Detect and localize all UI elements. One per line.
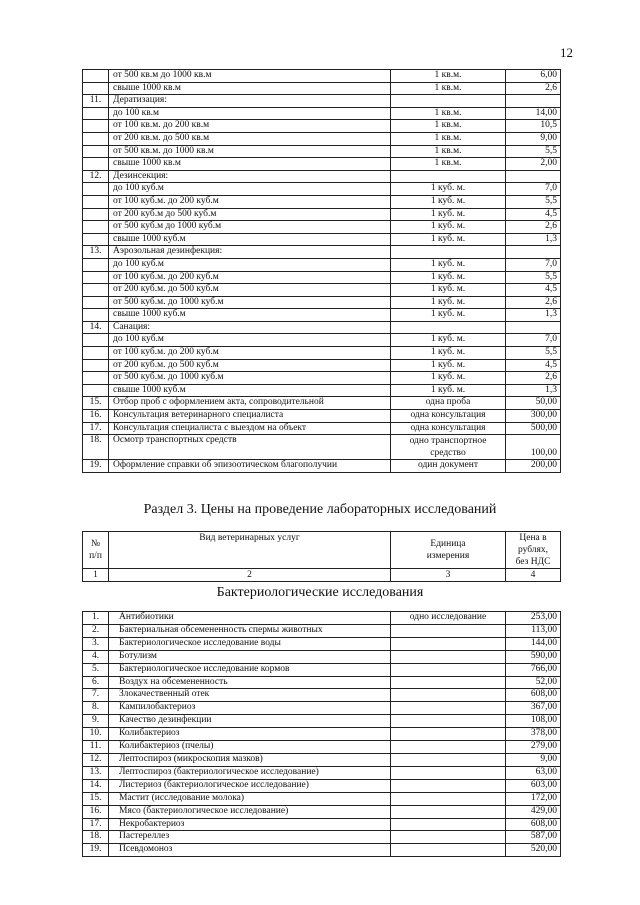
- price-value: 279,00: [506, 741, 561, 754]
- unit-of-measure: [391, 170, 506, 183]
- price-value: 4,5: [506, 284, 561, 297]
- table-row: [83, 637, 561, 650]
- unit-of-measure: 1 кв.м.: [391, 82, 506, 95]
- row-number: [83, 70, 109, 83]
- row-number: 18.: [83, 435, 109, 460]
- unit-of-measure: 1 куб. м.: [391, 221, 506, 234]
- unit-of-measure: 1 куб. м.: [391, 284, 506, 297]
- service-name: Колибактериоз: [109, 728, 391, 741]
- unit-of-measure: 1 куб. м.: [391, 309, 506, 322]
- table-row: [83, 753, 561, 766]
- service-name: от 500 куб.м. до 1000 куб.м: [109, 372, 391, 385]
- header-row: [83, 532, 561, 569]
- table-row: [83, 170, 561, 183]
- table-row: [83, 689, 561, 702]
- service-name: до 100 куб.м: [109, 258, 391, 271]
- row-number: [83, 296, 109, 309]
- table-row: [83, 309, 561, 322]
- service-name: от 200 куб.м до 500 куб.м: [109, 208, 391, 221]
- price-value: [506, 95, 561, 108]
- unit-of-measure: [391, 805, 506, 818]
- unit-of-measure: одна консультация: [391, 422, 506, 435]
- row-number: [83, 158, 109, 171]
- row-number: 12.: [83, 170, 109, 183]
- price-value: [506, 321, 561, 334]
- price-value: 172,00: [506, 792, 561, 805]
- row-number: [83, 284, 109, 297]
- price-value: [506, 246, 561, 259]
- price-value: 7,0: [506, 183, 561, 196]
- service-name: Консультация ветеринарного специалиста: [109, 410, 391, 423]
- service-name: Бактериальная обсемененность спермы животных: [109, 624, 391, 637]
- table-row: [83, 702, 561, 715]
- unit-of-measure: [391, 818, 506, 831]
- table-row: [83, 612, 561, 625]
- service-name: от 200 куб.м. до 500 куб.м: [109, 359, 391, 372]
- unit-of-measure: [391, 676, 506, 689]
- row-number: 11.: [83, 741, 109, 754]
- page-number: 12: [560, 45, 573, 60]
- price-value: 14,00: [506, 107, 561, 120]
- service-name: Дератизация:: [109, 95, 391, 108]
- bacteriology-title: Бактериологические исследования: [216, 585, 424, 600]
- service-name: свыше 1000 кв.м: [109, 158, 391, 171]
- unit-of-measure: [391, 663, 506, 676]
- service-name: от 100 кв.м. до 200 кв.м: [109, 120, 391, 133]
- unit-of-measure: одно исследование: [391, 612, 506, 625]
- unit-of-measure: 1 кв.м.: [391, 158, 506, 171]
- service-name: Колибактериоз (пчелы): [109, 741, 391, 754]
- price-value: 587,00: [506, 831, 561, 844]
- service-name: свыше 1000 куб.м: [109, 384, 391, 397]
- row-number: [83, 132, 109, 145]
- service-name: Листериоз (бактериологическое исследование): [109, 779, 391, 792]
- header-num: № п/п: [83, 532, 109, 569]
- unit-of-measure: 1 кв.м.: [391, 120, 506, 133]
- table-row: [83, 120, 561, 133]
- unit-of-measure: [391, 637, 506, 650]
- service-name: от 500 куб.м до 1000 куб.м: [109, 221, 391, 234]
- price-value: 108,00: [506, 715, 561, 728]
- unit-of-measure: [391, 728, 506, 741]
- price-value: 4,5: [506, 359, 561, 372]
- row-number: [83, 208, 109, 221]
- service-name: Антибиотики: [109, 612, 391, 625]
- price-value: 7,0: [506, 334, 561, 347]
- table-row: [83, 246, 561, 259]
- service-name: Некробактериоз: [109, 818, 391, 831]
- price-value: 63,00: [506, 766, 561, 779]
- price-value: 5,5: [506, 195, 561, 208]
- unit-of-measure: [391, 741, 506, 754]
- price-value: 5,5: [506, 271, 561, 284]
- row-number: [83, 221, 109, 234]
- service-name: Оформление справки об эпизоотическом благополучии: [109, 460, 391, 473]
- table-row: [83, 271, 561, 284]
- price-value: 1,3: [506, 309, 561, 322]
- unit-of-measure: [391, 844, 506, 857]
- row-number: 13.: [83, 246, 109, 259]
- table-row: [83, 422, 561, 435]
- price-value: 7,0: [506, 258, 561, 271]
- table-row: [83, 818, 561, 831]
- service-name: свыше 1000 куб.м: [109, 233, 391, 246]
- price-value: 300,00: [506, 410, 561, 423]
- unit-of-measure: 1 куб. м.: [391, 183, 506, 196]
- price-value: 100,00: [506, 435, 561, 460]
- table-row: [83, 460, 561, 473]
- service-name: от 200 кв.м. до 500 кв.м: [109, 132, 391, 145]
- header-price: Цена в рублях, без НДС: [506, 532, 561, 569]
- price-value: 144,00: [506, 637, 561, 650]
- table-row: [83, 347, 561, 360]
- section-3-header-table: [82, 531, 561, 582]
- row-number: [83, 359, 109, 372]
- row-number: [83, 347, 109, 360]
- unit-of-measure: [391, 831, 506, 844]
- row-number: 1.: [83, 612, 109, 625]
- unit-of-measure: 1 кв.м.: [391, 132, 506, 145]
- table-row: [83, 284, 561, 297]
- bacteriology-table: [82, 611, 561, 857]
- row-number: 12.: [83, 753, 109, 766]
- price-value: 1,3: [506, 233, 561, 246]
- row-number: 7.: [83, 689, 109, 702]
- service-name: от 500 кв.м. до 1000 кв.м: [109, 145, 391, 158]
- row-number: [83, 258, 109, 271]
- unit-of-measure: [391, 766, 506, 779]
- price-value: 367,00: [506, 702, 561, 715]
- unit-of-measure: [391, 624, 506, 637]
- table-row: [83, 195, 561, 208]
- row-number: [83, 271, 109, 284]
- table-row: [83, 676, 561, 689]
- price-value: 9,00: [506, 132, 561, 145]
- unit-of-measure: [391, 702, 506, 715]
- row-number: [83, 384, 109, 397]
- price-value: 200,00: [506, 460, 561, 473]
- price-value: 520,00: [506, 844, 561, 857]
- price-value: 52,00: [506, 676, 561, 689]
- col-number: 4: [506, 569, 561, 582]
- unit-of-measure: 1 куб. м.: [391, 271, 506, 284]
- service-name: Санация:: [109, 321, 391, 334]
- price-value: [506, 170, 561, 183]
- service-name: Злокачественный отек: [109, 689, 391, 702]
- unit-of-measure: 1 куб. м.: [391, 195, 506, 208]
- table-row: [83, 296, 561, 309]
- price-value: 603,00: [506, 779, 561, 792]
- row-number: [83, 233, 109, 246]
- table-row: [83, 805, 561, 818]
- table-row: [83, 321, 561, 334]
- col-number: 2: [109, 569, 391, 582]
- unit-of-measure: [391, 321, 506, 334]
- service-name: до 100 куб.м: [109, 183, 391, 196]
- price-value: 2,6: [506, 372, 561, 385]
- table-row: [83, 715, 561, 728]
- price-value: 2,00: [506, 158, 561, 171]
- service-name: свыше 1000 куб.м: [109, 309, 391, 322]
- service-name: Бактериологическое исследование воды: [109, 637, 391, 650]
- unit-of-measure: 1 кв.м.: [391, 145, 506, 158]
- unit-of-measure: [391, 715, 506, 728]
- price-value: 253,00: [506, 612, 561, 625]
- service-name: Мастит (исследование молока): [109, 792, 391, 805]
- unit-of-measure: 1 куб. м.: [391, 258, 506, 271]
- row-number: 2.: [83, 624, 109, 637]
- unit-of-measure: [391, 95, 506, 108]
- price-value: 590,00: [506, 650, 561, 663]
- service-name: от 500 куб.м. до 1000 куб.м: [109, 296, 391, 309]
- price-value: 2,6: [506, 82, 561, 95]
- service-name: Ботулизм: [109, 650, 391, 663]
- row-number: 19.: [83, 460, 109, 473]
- table-row: [83, 766, 561, 779]
- price-value: 608,00: [506, 689, 561, 702]
- price-table: [82, 69, 561, 473]
- table-row: [83, 741, 561, 754]
- service-name: Отбор проб с оформлением акта, сопроводительной: [109, 397, 391, 410]
- table-row: [83, 384, 561, 397]
- service-name: Лептоспироз (бактериологическое исследование): [109, 766, 391, 779]
- service-name: от 200 куб.м. до 500 куб.м: [109, 284, 391, 297]
- service-name: до 100 куб.м: [109, 334, 391, 347]
- service-name: Дезинсекция:: [109, 170, 391, 183]
- row-number: [83, 183, 109, 196]
- row-number: [83, 195, 109, 208]
- section-3-title: Раздел 3. Цены на проведение лабораторных исследований: [143, 502, 497, 517]
- row-number: 9.: [83, 715, 109, 728]
- row-number: 14.: [83, 321, 109, 334]
- service-name: свыше 1000 кв.м: [109, 82, 391, 95]
- row-number: 4.: [83, 650, 109, 663]
- row-number: 19.: [83, 844, 109, 857]
- service-name: от 500 кв.м до 1000 кв.м: [109, 70, 391, 83]
- table-row: [83, 779, 561, 792]
- table-row: [83, 372, 561, 385]
- table-row: [83, 844, 561, 857]
- table-row: [83, 410, 561, 423]
- service-name: Лептоспироз (микроскопия мазков): [109, 753, 391, 766]
- price-value: 429,00: [506, 805, 561, 818]
- row-number: 13.: [83, 766, 109, 779]
- unit-of-measure: [391, 246, 506, 259]
- unit-of-measure: один документ: [391, 460, 506, 473]
- service-name: Консультация специалиста с выездом на объект: [109, 422, 391, 435]
- row-number: 3.: [83, 637, 109, 650]
- table-row: [83, 334, 561, 347]
- header-service: Вид ветеринарных услуг: [109, 532, 391, 569]
- price-value: 50,00: [506, 397, 561, 410]
- row-number: 8.: [83, 702, 109, 715]
- row-number: [83, 107, 109, 120]
- price-value: 5,5: [506, 145, 561, 158]
- table-row: [83, 158, 561, 171]
- table-row: [83, 435, 561, 460]
- table-row: [83, 82, 561, 95]
- unit-of-measure: 1 куб. м.: [391, 384, 506, 397]
- table-row: [83, 221, 561, 234]
- unit-of-measure: [391, 650, 506, 663]
- row-number: 15.: [83, 397, 109, 410]
- price-value: 2,6: [506, 221, 561, 234]
- unit-of-measure: одна проба: [391, 397, 506, 410]
- unit-of-measure: [391, 753, 506, 766]
- row-number: 11.: [83, 95, 109, 108]
- unit-of-measure: одно транспортное средство: [391, 435, 506, 460]
- service-name: Пастереллез: [109, 831, 391, 844]
- table-row: [83, 145, 561, 158]
- table-row: [83, 663, 561, 676]
- table-row: [83, 831, 561, 844]
- col-number: 1: [83, 569, 109, 582]
- price-value: 9,00: [506, 753, 561, 766]
- row-number: 16.: [83, 805, 109, 818]
- row-number: [83, 120, 109, 133]
- table-row: [83, 624, 561, 637]
- row-number: 10.: [83, 728, 109, 741]
- service-name: Кампилобактериоз: [109, 702, 391, 715]
- price-value: 1,3: [506, 384, 561, 397]
- service-name: Псевдомоноз: [109, 844, 391, 857]
- row-number: 17.: [83, 422, 109, 435]
- table-row: [83, 70, 561, 83]
- table-row: [83, 95, 561, 108]
- service-name: Воздух на обсемененность: [109, 676, 391, 689]
- row-number: [83, 372, 109, 385]
- unit-of-measure: одна консультация: [391, 410, 506, 423]
- header-unit: Единица измерения: [391, 532, 506, 569]
- unit-of-measure: 1 куб. м.: [391, 372, 506, 385]
- price-value: 2,6: [506, 296, 561, 309]
- table-row: [83, 233, 561, 246]
- unit-of-measure: 1 кв.м.: [391, 107, 506, 120]
- unit-of-measure: 1 куб. м.: [391, 334, 506, 347]
- row-number: 18.: [83, 831, 109, 844]
- price-value: 113,00: [506, 624, 561, 637]
- row-number: 5.: [83, 663, 109, 676]
- price-value: 608,00: [506, 818, 561, 831]
- row-number: 17.: [83, 818, 109, 831]
- unit-of-measure: [391, 689, 506, 702]
- unit-of-measure: 1 куб. м.: [391, 359, 506, 372]
- table-row: [83, 258, 561, 271]
- unit-of-measure: 1 куб. м.: [391, 347, 506, 360]
- service-name: от 100 куб.м. до 200 куб.м: [109, 195, 391, 208]
- unit-of-measure: 1 куб. м.: [391, 233, 506, 246]
- row-number: 16.: [83, 410, 109, 423]
- price-value: 378,00: [506, 728, 561, 741]
- row-number: [83, 82, 109, 95]
- unit-of-measure: [391, 779, 506, 792]
- table-row: [83, 132, 561, 145]
- service-name: до 100 кв.м: [109, 107, 391, 120]
- price-value: 500,00: [506, 422, 561, 435]
- service-name: Осмотр транспортных средств: [109, 435, 391, 460]
- row-number: [83, 334, 109, 347]
- column-number-row: [83, 569, 561, 582]
- price-value: 10,5: [506, 120, 561, 133]
- table-row: [83, 397, 561, 410]
- service-name: Аэрозольная дезинфекция:: [109, 246, 391, 259]
- price-value: 766,00: [506, 663, 561, 676]
- row-number: 15.: [83, 792, 109, 805]
- row-number: 14.: [83, 779, 109, 792]
- unit-of-measure: 1 куб. м.: [391, 208, 506, 221]
- table-row: [83, 792, 561, 805]
- unit-of-measure: [391, 792, 506, 805]
- price-value: 5,5: [506, 347, 561, 360]
- table-row: [83, 728, 561, 741]
- service-name: Бактериологическое исследование кормов: [109, 663, 391, 676]
- unit-of-measure: 1 куб. м.: [391, 296, 506, 309]
- service-name: от 100 куб.м. до 200 куб.м: [109, 271, 391, 284]
- table-row: [83, 650, 561, 663]
- table-row: [83, 107, 561, 120]
- row-number: [83, 309, 109, 322]
- row-number: 6.: [83, 676, 109, 689]
- price-value: 6,00: [506, 70, 561, 83]
- table-row: [83, 359, 561, 372]
- service-name: Качество дезинфекции: [109, 715, 391, 728]
- col-number: 3: [391, 569, 506, 582]
- row-number: [83, 145, 109, 158]
- table-row: [83, 183, 561, 196]
- table-row: [83, 208, 561, 221]
- price-value: 4,5: [506, 208, 561, 221]
- service-name: Мясо (бактериологическое исследование): [109, 805, 391, 818]
- unit-of-measure: 1 кв.м.: [391, 70, 506, 83]
- service-name: от 100 куб.м. до 200 куб.м: [109, 347, 391, 360]
